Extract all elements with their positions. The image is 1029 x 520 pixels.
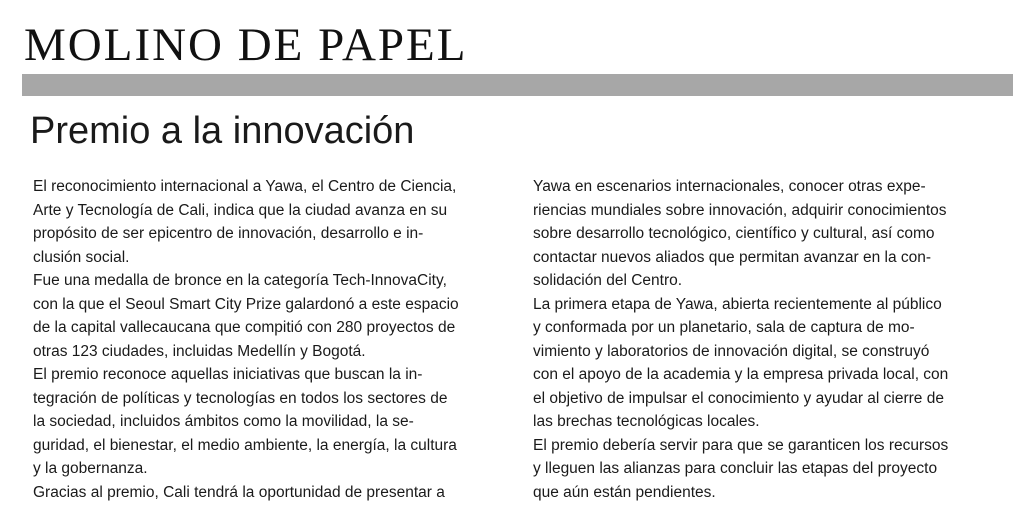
text-line: con la que el Seoul Smart City Prize galardonó a este espacio [33, 295, 459, 313]
text-line: El reconocimiento internacional a Yawa, el Centro de Ciencia, [33, 178, 457, 195]
text-line: contactar nuevos aliados que permitan avanzar en la con- [533, 248, 932, 266]
text-line: Fue una medalla de bronce en la categoría Tech-InnovaCity, [33, 272, 447, 289]
text-line: las brechas tecnológicas locales. [533, 413, 760, 430]
text-line: solidación del Centro. [533, 272, 683, 289]
text-line: con el apoyo de la academia y la empresa privada local, con [533, 366, 949, 383]
article-headline: Premio a la innovación [30, 110, 415, 152]
text-line: riencias mundiales sobre innovación, adquirir conocimientos [533, 201, 947, 219]
text-line: y lleguen las alianzas para concluir las etapas del proyecto [533, 460, 938, 477]
text-line: guridad, el bienestar, el medio ambiente, la energía, la cultura [33, 436, 457, 454]
text-line: sobre desarrollo tecnológico, científico y cultural, así como [533, 225, 935, 242]
text-line: otras 123 ciudades, incluidas Medellín y Bogotá. [33, 342, 366, 360]
text-line: de la capital vallecaucana que compitió con 280 proyectos de [33, 319, 456, 336]
text-line: el objetivo de impulsar el conocimiento y ayudar al cierre de [533, 389, 944, 407]
article-column-left [33, 175, 518, 504]
text-line: propósito de ser epicentro de innovación, desarrollo e in- [33, 225, 424, 242]
text-line: que aún están pendientes. [533, 483, 716, 501]
text-line: El premio debería servir para que se garanticen los recursos [533, 436, 949, 454]
text-line: y conformada por un planetario, sala de captura de mo- [533, 319, 915, 336]
text-line: Arte y Tecnología de Cali, indica que la ciudad avanza en su [33, 201, 448, 219]
masthead-title: MOLINO DE PAPEL [24, 19, 468, 71]
text-line: La primera etapa de Yawa, abierta recientemente al público [533, 295, 942, 313]
text-line: clusión social. [33, 248, 130, 266]
text-line: tegración de políticas y tecnologías en todos los sectores de [33, 389, 448, 407]
text-line: la sociedad, incluidos ámbitos como la movilidad, la se- [33, 413, 414, 430]
article-column-right [533, 175, 1018, 504]
text-line: y la gobernanza. [33, 460, 148, 477]
text-line: El premio reconoce aquellas iniciativas que buscan la in- [33, 366, 423, 383]
text-line: Gracias al premio, Cali tendrá la oportunidad de presentar a [33, 483, 445, 501]
header-rule-bar [22, 74, 1013, 96]
text-line: Yawa en escenarios internacionales, conocer otras expe- [533, 178, 926, 195]
text-line: vimiento y laboratorios de innovación digital, se construyó [533, 342, 930, 360]
